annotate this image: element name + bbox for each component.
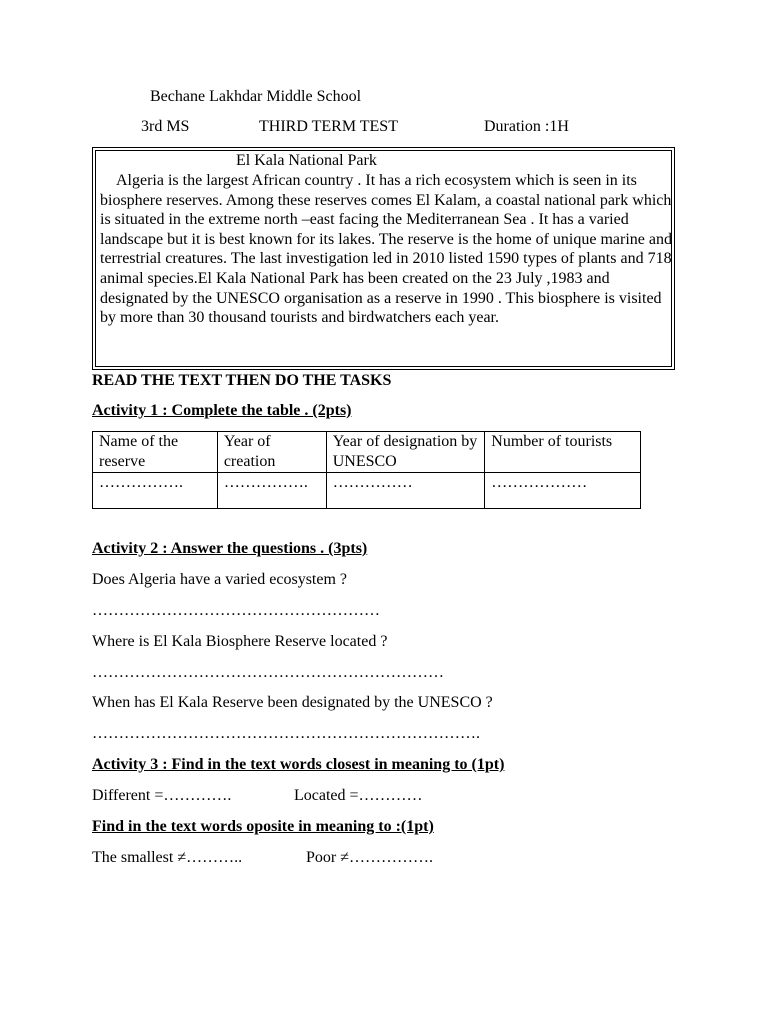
answer-blank-cell[interactable]: ……………. bbox=[93, 473, 218, 509]
question-1: Does Algeria have a varied ecosystem ? bbox=[92, 571, 348, 588]
instruction: READ THE TEXT THEN DO THE TASKS bbox=[92, 372, 392, 389]
table-header-cell: Name of the reserve bbox=[93, 432, 218, 473]
table-header-cell: Year of creation bbox=[217, 432, 326, 473]
answer-line-2[interactable]: ………………………………………………………… bbox=[92, 664, 444, 681]
class-level: 3rd MS bbox=[141, 118, 190, 135]
school-name: Bechane Lakhdar Middle School bbox=[150, 88, 362, 105]
activity3-title: Activity 3 : Find in the text words closest in meaning to (1pt) bbox=[92, 756, 505, 773]
opposite-poor[interactable]: Poor ≠……………. bbox=[306, 849, 434, 866]
table-header-cell: Number of tourists bbox=[485, 432, 641, 473]
answer-blank-cell[interactable]: ……………. bbox=[217, 473, 326, 509]
activity1-table bbox=[92, 431, 641, 509]
test-title: THIRD TERM TEST bbox=[259, 118, 398, 135]
answer-blank-cell[interactable]: …………… bbox=[326, 473, 485, 509]
passage-title: El Kala National Park bbox=[236, 152, 377, 169]
answer-blank-cell[interactable]: ……………… bbox=[485, 473, 641, 509]
passage-body: Algeria is the largest African country . It has a rich ecosystem which is seen in its biosphere reserves. Among these reserves comes El Kalam, a coastal national park which is situated in the extreme north –east facing the Mediterranean Sea . It has a varied landscape but it is best known for its lakes. The reserve is the home of unique marine and terrestrial creatures. The last investigation led in 2010 listed 1590 types of plants and 718 animal species.El Kala National Park has been created on the 23 July ,1983 and designated by the UNESCO organisation as a reserve in 1990 . This biosphere is visited by more than 30 thousand tourists and birdwatchers each year. bbox=[100, 172, 672, 327]
passage-inner-border bbox=[95, 150, 672, 367]
table-header-row bbox=[93, 432, 641, 473]
synonym-located[interactable]: Located =………… bbox=[294, 787, 423, 804]
table-row bbox=[93, 473, 641, 509]
answer-line-1[interactable]: ……………………………………………… bbox=[92, 602, 380, 619]
question-2: Where is El Kala Biosphere Reserve located ? bbox=[92, 633, 388, 650]
opposites-title: Find in the text words oposite in meaning to :(1pt) bbox=[92, 818, 434, 835]
opposite-smallest[interactable]: The smallest ≠……….. bbox=[92, 849, 243, 866]
table-header-cell: Year of designation by UNESCO bbox=[326, 432, 485, 473]
question-3: When has El Kala Reserve been designated by the UNESCO ? bbox=[92, 694, 493, 711]
activity2-title: Activity 2 : Answer the questions . (3pts) bbox=[92, 540, 368, 557]
test-duration: Duration :1H bbox=[484, 118, 569, 135]
activity1-title: Activity 1 : Complete the table . (2pts) bbox=[92, 402, 352, 419]
passage-text bbox=[100, 171, 672, 328]
answer-line-3[interactable]: ………………………………………………………………. bbox=[92, 725, 480, 742]
synonym-different[interactable]: Different =…………. bbox=[92, 787, 232, 804]
passage-box bbox=[92, 147, 675, 370]
